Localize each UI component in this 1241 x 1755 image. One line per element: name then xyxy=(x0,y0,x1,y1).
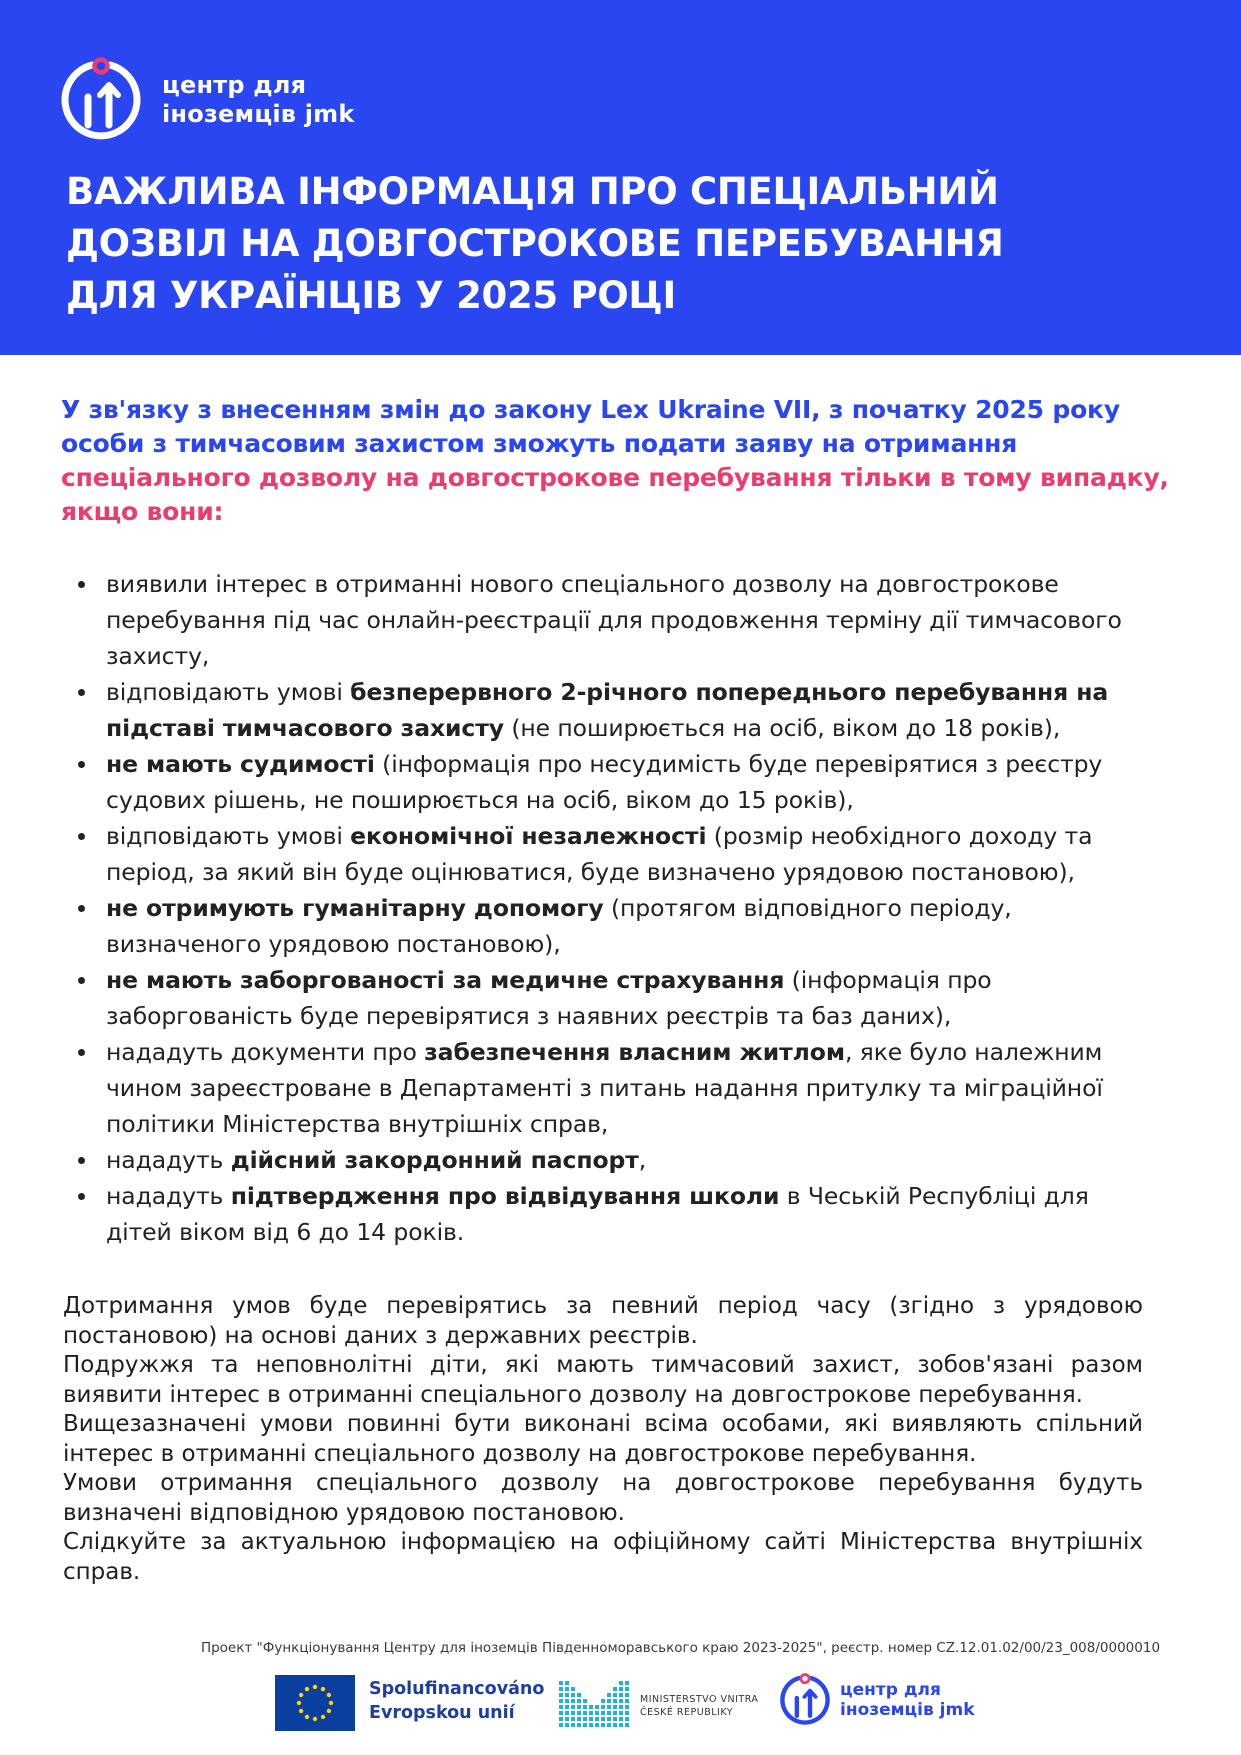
condition-item: нададуть документи про забезпечення власним житлом, яке було належним чином зареєстроване в Департаменті з питань надання притулку та міграційної політики Міністерства внутрішніх справ, xyxy=(78,1034,1158,1142)
footer-brand-logo-icon xyxy=(778,1673,832,1727)
note-paragraph: Дотримання умов буде перевірятись за певний період часу (згідно з урядовою постановою) на основі даних з державних реєстрів. xyxy=(63,1293,1143,1349)
condition-item: відповідають умові безперервного 2-річного попереднього перебування на підставі тимчасового захисту (не поширюється на осіб, віком до 18 років), xyxy=(78,674,1158,746)
condition-item: не мають заборгованості за медичне страхування (інформація про заборгованість буде перевірятися з наявних реєстрів та баз даних), xyxy=(78,962,1158,1034)
note-paragraph: Умови отримання спеціального дозволу на довгострокове перебування будуть визначені відповідною урядовою постановою. xyxy=(63,1470,1143,1526)
eu-flag-icon xyxy=(275,1675,355,1731)
brand-logo-icon xyxy=(58,57,144,143)
intro-blue-text: У зв'язку з внесенням змін до закону Lex Ukraine VII, з початку 2025 року особи з тимчасовим захистом зможуть подати заяву на отримання xyxy=(61,395,1120,458)
note-paragraph: Слідкуйте за актуальною інформацією на офіційному сайті Міністерства внутрішніх справ. xyxy=(63,1529,1143,1585)
conditions-list xyxy=(78,566,1158,1250)
condition-item: відповідають умові економічної незалежності (розмір необхідного доходу та період, за який він буде оцінюватися, буде визначено урядовою постановою), xyxy=(78,818,1158,890)
notes-section xyxy=(63,1292,1143,1587)
condition-item: не отримують гуманітарну допомогу (протягом відповідного періоду, визначеного урядовою постановою), xyxy=(78,890,1158,962)
condition-item: не мають судимості (інформація про несудимість буде перевірятися з реєстру судових рішень, не поширюється на осіб, віком до 15 років), xyxy=(78,746,1158,818)
title-line: ДОЗВІЛ НА ДОВГОСТРОКОВЕ ПЕРЕБУВАННЯ xyxy=(66,222,1004,265)
brand-name-line1: центр для xyxy=(162,71,307,99)
eu-cofunding-label: Spolufinancováno Evropskou unií xyxy=(369,1679,545,1723)
note-paragraph: Вищезазначені умови повинні бути виконані всіма особами, які виявляють спільний інтерес в отриманні спеціального дозволу на довгострокове перебування. xyxy=(63,1411,1143,1467)
brand-name xyxy=(162,71,355,129)
intro-highlight-text: спеціального дозволу на довгострокове перебування тільки в тому випадку, якщо вони: xyxy=(61,463,1169,526)
footer-brand-logo xyxy=(778,1673,975,1727)
footer-logos xyxy=(275,1673,995,1733)
page-title xyxy=(66,166,1166,322)
condition-item: нададуть підтвердження про відвідування школи в Чеській Республіці для дітей віком від 6 до 14 років. xyxy=(78,1178,1158,1250)
title-line: ВАЖЛИВА ІНФОРМАЦІЯ ПРО СПЕЦІАЛЬНИЙ xyxy=(66,170,999,213)
title-line: ДЛЯ УКРАЇНЦІВ У 2025 РОЦІ xyxy=(66,274,676,317)
note-paragraph: Подружжя та неповнолітні діти, які мають тимчасовий захист, зобов'язані разом виявити інтерес в отриманні спеціального дозволу на довгострокове перебування. xyxy=(63,1352,1143,1408)
footer-project-text: Проект "Функціонування Центру для іноземців Південноморавського краю 2023-2025", реєстр. номер CZ.12.01.02/00/23_008/0000010 xyxy=(200,1640,1161,1656)
intro-paragraph xyxy=(61,393,1181,529)
brand-logo xyxy=(58,57,355,143)
condition-item: нададуть дійсний закордонний паспорт, xyxy=(78,1142,1158,1178)
brand-name-line2: іноземців jmk xyxy=(162,100,355,128)
condition-item: виявили інтерес в отриманні нового спеціального дозволу на довгострокове перебування під час онлайн-реєстрації для продовження терміну дії тимчасового захисту, xyxy=(78,566,1158,674)
footer-brand-name: центр для іноземців jmk xyxy=(840,1680,975,1720)
ministry-logo-icon xyxy=(557,1675,633,1731)
ministry-label: MINISTERSTVO VNITRA ČESKÉ REPUBLIKY xyxy=(640,1694,759,1718)
